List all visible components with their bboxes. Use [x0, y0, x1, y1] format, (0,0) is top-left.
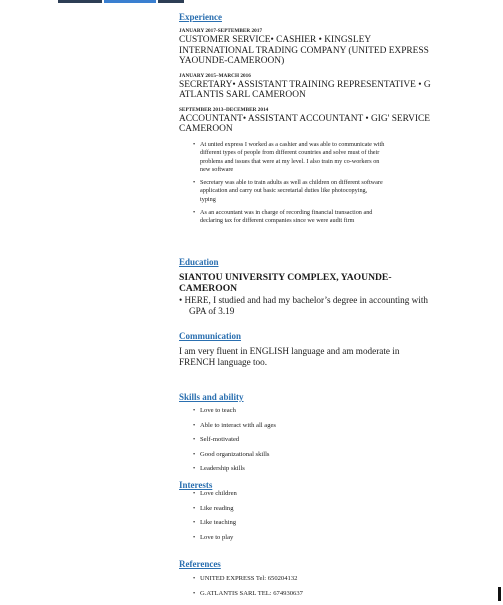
list-item: • Like teaching	[193, 516, 449, 531]
skills-section	[179, 392, 449, 477]
experience-section	[179, 12, 449, 226]
toolbar-segment-2	[104, 0, 156, 3]
toolbar-segment-1	[58, 0, 102, 3]
education-section	[179, 257, 449, 317]
school-name: SIANTOU UNIVERSITY COMPLEX, YAOUNDE-	[179, 272, 392, 283]
bullet-line: • Secretary was able to train adults as well as children on different software	[200, 178, 383, 186]
job-entry	[179, 107, 449, 135]
bullet-line: application and carry out basic secretarial duties like photocopying,	[200, 187, 368, 195]
references-section	[179, 559, 449, 601]
bullet-line: new software	[200, 166, 234, 174]
communication-text: I am very fluent in ENGLISH language and am moderate in	[179, 346, 400, 356]
list-item: • Good organizational skills	[193, 448, 449, 463]
interests-section	[179, 480, 449, 545]
list-item: • G.ATLANTIS SARL TEL: 674930637	[193, 587, 449, 602]
job-entry	[179, 28, 449, 67]
education-detail	[179, 295, 449, 317]
list-item: • Like reading	[193, 502, 449, 517]
bullet-line: • At united express I worked as a cashier and was able to communicate with	[200, 140, 385, 148]
list-item	[193, 179, 449, 205]
job-title-line: ATLANTIS SARL CAMEROON	[179, 90, 306, 100]
skills-list	[179, 404, 449, 477]
list-item: • Able to interact with all ages	[193, 419, 449, 434]
communication-section	[179, 331, 449, 368]
list-item: • UNITED EXPRESS Tel: 650204132	[193, 572, 449, 587]
references-list	[179, 572, 449, 601]
bullet-line: different types of people from different countries and solve must of their	[200, 149, 380, 157]
bullet-line: problems and issues that were at my level. I also train my co-workers on	[200, 157, 380, 165]
list-item: • Love to teach	[193, 404, 449, 419]
list-item: • Love children	[193, 487, 449, 502]
job-title-line: YAOUNDE-CAMEROON)	[179, 56, 285, 66]
job-title-line: SECRETARY• ASSISTANT TRAINING REPRESENTATIVE • G	[179, 79, 431, 90]
interests-list	[179, 487, 449, 545]
education-heading: Education	[179, 257, 219, 267]
communication-text: FRENCH language too.	[179, 357, 268, 368]
list-item	[193, 141, 449, 175]
top-toolbar-strip	[58, 0, 184, 3]
experience-heading: Experience	[179, 12, 222, 22]
list-item: • Self-motivated	[193, 433, 449, 448]
references-heading: References	[179, 559, 221, 569]
list-item: • Love to play	[193, 531, 449, 546]
list-item: • Leadership skills	[193, 462, 449, 477]
toolbar-segment-3	[158, 0, 184, 3]
job-date: JANUARY 2015–MARCH 2016	[179, 72, 251, 79]
job-entry	[179, 73, 449, 101]
education-detail-line: GPA of 3.19	[189, 305, 235, 316]
job-date: JANUARY 2017-SEPTEMBER 2017	[179, 28, 263, 34]
scrollbar-thumb[interactable]	[498, 587, 501, 601]
bullet-line: • As an accountant was in charge of recording financial transaction and	[200, 208, 373, 216]
experience-bullets	[179, 141, 449, 226]
list-item	[193, 209, 449, 226]
bullet-line: declaring tax for different companies since we were audit firm	[200, 217, 355, 225]
communication-heading: Communication	[179, 331, 242, 341]
job-date: SEPTEMBER 2013–DECEMBER 2014	[179, 106, 269, 113]
job-title-line: CAMEROON	[179, 124, 233, 134]
bullet-line: typing	[200, 196, 216, 204]
education-detail-line: • HERE, I studied and had my bachelor’s degree in accounting with	[179, 294, 428, 305]
job-title-line: INTERNATIONAL TRADING COMPANY (UNITED EXPRESS	[179, 45, 429, 56]
job-title-line: CUSTOMER SERVICE• CASHIER • KINGSLEY	[179, 35, 372, 45]
job-title-line: ACCOUNTANT• ASSISTANT ACCOUNTANT • GIG' SERVICE	[179, 113, 431, 124]
school-name: CAMEROON	[179, 282, 238, 294]
skills-heading: Skills and ability	[179, 392, 244, 402]
interests-heading: Interests	[179, 480, 213, 490]
